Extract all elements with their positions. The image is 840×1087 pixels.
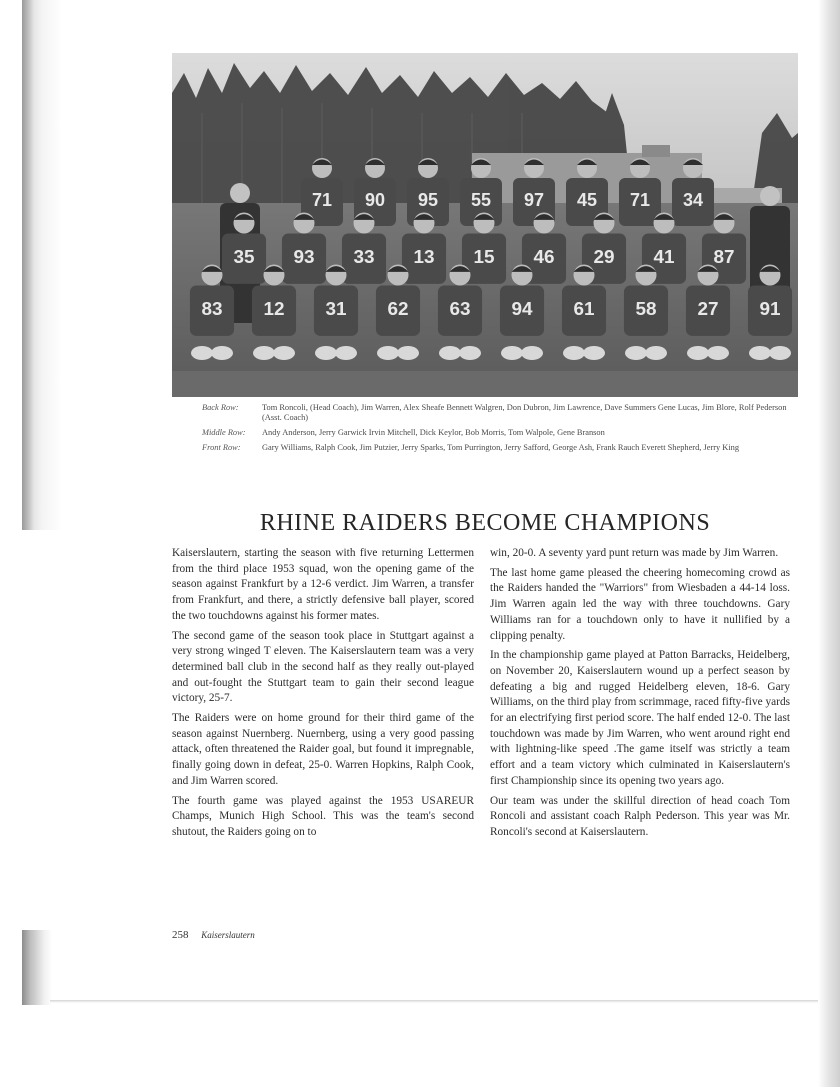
photo-captions [202, 403, 802, 458]
jersey-number: 71 [311, 190, 333, 210]
jersey-number: 46 [533, 246, 555, 268]
article-paragraph: The second game of the season took place in Stuttgart against a very strong winged T eleven. The Kaiserslautern team was a very determined ball club in the second half as they really out-played and out-fought the Stuttgart team to gain their second league victory, 25-7. [172, 629, 474, 705]
knee-pad [459, 346, 481, 360]
jersey-number: 58 [635, 298, 657, 320]
article-paragraph: The last home game pleased the cheering homecoming crowd as the Raiders handed the "Warriors" from Wiesbaden a 44-14 loss. Jim Warren again led the way with three touchdowns. Gary Williams ran for a touchdown only to have it nullified by a clipping penalty. [490, 566, 790, 642]
jersey-number: 13 [413, 246, 435, 268]
jersey-number: 29 [593, 246, 615, 268]
jersey-number: 91 [759, 298, 781, 320]
photo-foreground [172, 371, 798, 397]
jersey-number: 94 [511, 298, 533, 320]
publication-name: Kaiserslautern [201, 930, 255, 940]
knee-pad [191, 346, 213, 360]
page-bottom-edge [50, 1000, 840, 1003]
caption-label: Middle Row: [202, 428, 246, 437]
article-paragraph: In the championship game played at Patton Barracks, Heidelberg, on November 20, Kaiserslautern wound up a perfect season by defeating a big and rugged Heidelberg eleven, 18-6. Gary Williams, on the third play from scrimmage, raced fifty-five yards for an electrifying first period score. The half ended 12-0. The last touchdown was made by Jim Warren, who went around right end with lightning-like speed .The game itself was strictly a team effort and a team victory which culminated in Kaiserslautern's first Championship since its opening two years ago. [490, 649, 790, 787]
jersey-number: 41 [653, 246, 675, 268]
jersey-number: 62 [387, 298, 409, 320]
jersey-number: 95 [417, 190, 439, 210]
jersey-number: 97 [523, 190, 545, 210]
knee-pad [315, 346, 337, 360]
jersey-number: 35 [233, 246, 255, 268]
knee-pad [687, 346, 709, 360]
article-headline: RHINE RAIDERS BECOME CHAMPIONS [259, 510, 711, 536]
jersey-number: 90 [364, 190, 386, 210]
jersey-number: 63 [449, 298, 471, 320]
knee-pad [439, 346, 461, 360]
jersey-number: 34 [682, 190, 704, 210]
team-photo [172, 53, 798, 397]
caption-names: Tom Roncoli, (Head Coach), Jim Warren, Alex Sheafe Bennett Walgren, Don Dubron, Jim Lawrence, Dave Summers Gene Lucas, Jim Blore, Rolf Pederson (Asst. Coach) [262, 403, 787, 422]
article-paragraph: win, 20-0. A seventy yard punt return was made by Jim Warren. [490, 547, 779, 559]
article-paragraph: The Raiders were on home ground for their third game of the season against Nuernberg. Nuernberg, using a very good passing attack, often threatened the Raider goal, but found it impregnable, finally going down in defeat, 25-0. Warren Hopkins, Ralph Cook, and Jim Warren scored. [172, 712, 474, 787]
knee-pad [749, 346, 771, 360]
page-number: 258 [172, 929, 189, 941]
knee-pad [583, 346, 605, 360]
knee-pad [397, 346, 419, 360]
jersey-number: 45 [576, 190, 598, 210]
jersey-number: 12 [263, 298, 285, 320]
jersey-number: 55 [470, 190, 492, 210]
knee-pad [273, 346, 295, 360]
knee-pad [377, 346, 399, 360]
knee-pad [335, 346, 357, 360]
book-binding-shadow-lower [22, 930, 52, 1005]
jersey-number: 33 [353, 246, 375, 268]
article-column-left [172, 546, 474, 845]
article-paragraph: Kaiserslautern, starting the season with five returning Lettermen from the third place 1953 squad, won the opening game of the season against Frankfurt by a 12-6 verdict. Jim Warren, a transfer from Frankfurt, and there, a strictly defensive ball player, scored the two touchdowns against his former mates. [172, 547, 474, 622]
page-right-shadow [818, 0, 840, 1087]
jersey-number: 31 [325, 298, 347, 320]
jersey-number: 27 [697, 298, 719, 320]
knee-pad [769, 346, 791, 360]
caption-label: Front Row: [202, 443, 241, 452]
article-paragraph: Our team was under the skillful direction of head coach Tom Roncoli and assistant coach Ralph Pederson. This year was Mr. Roncoli's second at Kaiserslautern. [490, 794, 790, 838]
article-column-right [490, 546, 790, 845]
caption-names: Andy Anderson, Jerry Garwick Irvin Mitchell, Dick Keylor, Bob Morris, Tom Walpole, Gene Branson [262, 428, 605, 437]
knee-pad [563, 346, 585, 360]
caption-back-row [202, 403, 802, 423]
jersey-number: 87 [713, 246, 735, 268]
page-folio [172, 929, 255, 941]
caption-middle-row [202, 428, 802, 438]
book-binding-shadow [22, 0, 70, 530]
knee-pad [253, 346, 275, 360]
caption-front-row [202, 443, 802, 453]
knee-pad [211, 346, 233, 360]
caption-names: Gary Williams, Ralph Cook, Jim Putzier, Jerry Sparks, Tom Purrington, Jerry Safford, George Ash, Frank Rauch Everett Shepherd, Jerry King [262, 443, 740, 452]
knee-pad [501, 346, 523, 360]
knee-pad [521, 346, 543, 360]
knee-pad [707, 346, 729, 360]
jersey-number: 61 [573, 298, 595, 320]
article-paragraph: The fourth game was played against the 1953 USAREUR Champs, Munich High School. This was the team's second shutout, the Raiders going on to [172, 794, 474, 838]
jersey-number: 83 [201, 298, 223, 320]
jersey-number: 93 [293, 246, 315, 268]
caption-label: Back Row: [202, 403, 239, 412]
jersey-number: 15 [473, 246, 495, 268]
knee-pad [645, 346, 667, 360]
jersey-number: 71 [629, 190, 651, 210]
knee-pad [625, 346, 647, 360]
